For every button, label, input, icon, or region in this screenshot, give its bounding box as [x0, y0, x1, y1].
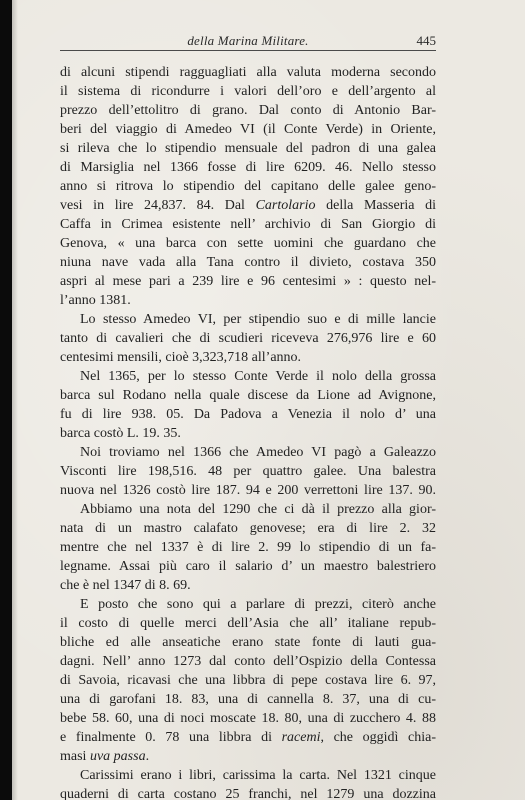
text-line: centesimi mensili, cioè 3,323,718 all’anno. [60, 350, 302, 365]
text-line: mentre che nel 1337 è di lire 2. 99 lo stipendio di un fa- [60, 540, 436, 555]
text-line: bebe 58. 60, una di noci moscate 18. 80, una di zucchero 4. 88 [60, 711, 436, 726]
text-line: aspri al mese pari a 239 lire e 96 centesimi » : questo nel- [60, 274, 436, 289]
text-line: il sistema di ricondurre i valori dell’oro e dell’argento al [60, 84, 436, 99]
paragraph [60, 63, 436, 310]
page-header [60, 30, 436, 51]
italic-term: racemi [281, 730, 321, 745]
paragraph [60, 595, 436, 766]
paragraph [60, 367, 436, 443]
book-page [12, 0, 525, 800]
text-line: anno si ritrova lo stipendio del capitano delle galee geno- [60, 179, 436, 194]
text-line [60, 728, 436, 747]
page-number: 445 [416, 33, 436, 48]
text-segment: . [145, 749, 150, 764]
text-line: Genova, « una barca con sette uomini che guardano che [60, 236, 436, 251]
text-segment: vesi in lire 24,837. 84. Dal [60, 198, 256, 213]
text-line: Lo stesso Amedeo VI, per stipendio suo e di mille lancie [80, 312, 436, 327]
text-line: dagni. Nell’ anno 1273 dal conto dell’Ospizio della Contessa [60, 654, 436, 669]
text-segment: e finalmente 0. 78 una libbra di [60, 730, 282, 745]
text-line [60, 747, 436, 766]
text-line: fu di lire 938. 05. Da Padova a Venezia il nolo d’ una [60, 407, 436, 422]
paragraph [60, 500, 436, 595]
text-line: barca costò L. 19. 35. [60, 426, 181, 441]
text-line: Nel 1365, per lo stesso Conte Verde il nolo della grossa [80, 369, 436, 384]
text-line: di Savoia, ricavasi che una libbra di pepe costava lire 6. 97, [60, 673, 436, 688]
text-line: niuna nave vada alla Tana contro il divieto, costava 350 [60, 255, 436, 270]
body-text [60, 63, 436, 800]
paragraph [60, 310, 436, 367]
italic-term: Cartolario [255, 198, 316, 213]
text-segment: masi [60, 749, 90, 764]
text-line: beri del viaggio di Amedeo VI (il Conte Verde) in Oriente, [60, 122, 436, 137]
text-line: Abbiamo una nota del 1290 che ci dà il prezzo alla gior- [80, 502, 436, 517]
text-line: di alcuni stipendi ragguagliati alla valuta moderna secondo [60, 65, 436, 80]
text-line: prezzo dell’ettolitro di grano. Dal conto di Antonio Bar- [60, 103, 436, 118]
italic-term: uva passa [89, 749, 146, 764]
paragraph [60, 766, 436, 800]
text-line: che è nel 1347 di 8. 69. [60, 578, 191, 593]
text-line: legname. Assai più caro il salario d’ un maestro balestriero [60, 559, 436, 574]
page-edge-shadow [12, 0, 18, 800]
text-line: Visconti lire 198,516. 48 per quattro galee. Una balestra [60, 464, 436, 479]
text-line: l’anno 1381. [60, 293, 131, 308]
text-line: Noi troviamo nel 1366 che Amedeo VI pagò a Galeazzo [80, 445, 436, 460]
text-line: una di garofani 18. 83, una di cannella 8. 37, una di cu- [60, 692, 436, 707]
text-segment: , che oggidì chia- [320, 730, 436, 745]
text-line: di Marsiglia nel 1366 fosse di lire 6209. 46. Nello stesso [60, 160, 436, 175]
text-line [60, 196, 436, 215]
text-line: E posto che sono qui a parlare di prezzi, citerò anche [80, 597, 436, 612]
text-line: Carissimi erano i libri, carissima la carta. Nel 1321 cinque [80, 768, 436, 783]
text-line: bliche ed alle anseatiche erano state fonte di lauti gua- [60, 635, 436, 650]
text-line: si rileva che lo stipendio mensuale del padron di una galea [60, 141, 436, 156]
running-title: della Marina Militare. [187, 33, 309, 48]
text-line: nata di un mastro calafato genovese; era di lire 2. 32 [60, 521, 436, 536]
text-line: nuova nel 1326 costò lire 187. 94 e 200 verrettoni lire 137. 90. [60, 483, 436, 498]
text-line: il costo di quelle merci dell’Asia che all’ italiane repub- [60, 616, 436, 631]
text-line: Caffa in Crimea esistente nell’ archivio di San Giorgio di [60, 217, 436, 232]
text-segment: della Masseria di [315, 198, 436, 213]
text-line: barca sul Rodano nella quale discese da Lione ad Avignone, [60, 388, 436, 403]
text-line: tanto di cavalieri che di scudieri riceveva 276,976 lire e 60 [60, 331, 436, 346]
text-line: quaderni di carta costano 25 franchi, nel 1279 una dozzina [60, 787, 436, 800]
paragraph [60, 443, 436, 500]
